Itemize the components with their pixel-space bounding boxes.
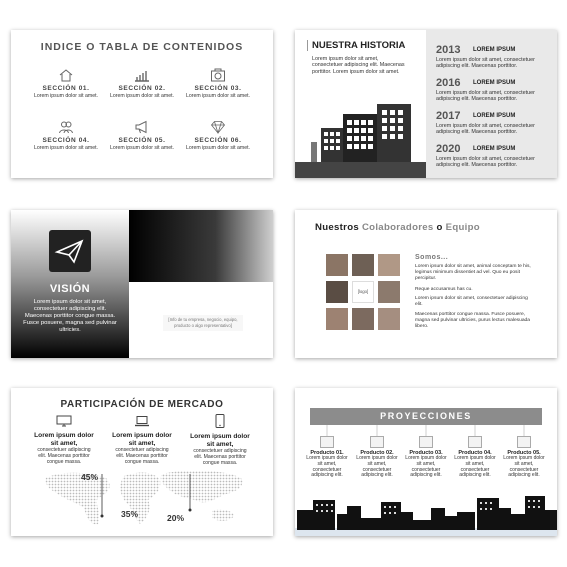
city-buildings-illustration — [295, 100, 426, 178]
section-item[interactable] — [183, 120, 253, 151]
timeline-label: LOREM IPSUM — [473, 80, 516, 86]
timeline-text: Lorem ipsum dolor sit amet, consectetuer adipiscing elit. Maecenas porttitor. — [436, 57, 535, 70]
product-name: Producto 05. — [507, 450, 541, 456]
product-text: Lorem ipsum dolor sit amet, consectetuer adipiscing elit. — [356, 455, 398, 479]
section-text: Lorem ipsum dolor sit amet. — [185, 93, 250, 99]
title-part: o — [433, 222, 446, 233]
logo-box — [49, 230, 91, 272]
phone-icon — [468, 436, 482, 448]
team-photo[interactable] — [352, 254, 374, 276]
product-item[interactable] — [453, 436, 497, 479]
slide-title: PROYECCIONES — [310, 408, 542, 425]
megaphone-icon — [134, 120, 150, 134]
product-name: Producto 01. — [310, 450, 344, 456]
team-photo[interactable] — [378, 308, 400, 330]
section-label: SECCIÓN 03. — [194, 85, 242, 92]
city-skyline-illustration — [295, 492, 557, 536]
section-text: Lorem ipsum dolor sit amet. — [109, 145, 174, 151]
section-text: Lorem ipsum dolor sit amet. — [33, 93, 98, 99]
section-label: SECCIÓN 05. — [118, 137, 166, 144]
timeline-label: LOREM IPSUM — [473, 113, 516, 119]
team-photo[interactable] — [326, 254, 348, 276]
section-item[interactable] — [31, 68, 101, 99]
market-percent: 20% — [167, 513, 185, 523]
product-item[interactable] — [502, 436, 546, 479]
users-icon — [58, 120, 74, 134]
team-photo[interactable] — [378, 254, 400, 276]
market-item-title: Lorem ipsum dolor sit amet, — [34, 432, 94, 447]
timeline-panel — [426, 30, 557, 178]
history-text: Lorem ipsum dolor sit amet, consectetuer adipiscing elit. Maecenas porttitor. Lorem ipsum dolor sit amet. — [312, 56, 405, 75]
team-photo[interactable] — [352, 308, 374, 330]
section-text: Lorem ipsum dolor sit amet. — [109, 93, 174, 99]
camera-icon — [210, 68, 226, 82]
slide-table-of-contents[interactable] — [11, 30, 273, 178]
market-item — [189, 414, 251, 466]
product-name: Producto 04. — [458, 450, 492, 456]
slide-title: NUESTRA HISTORIA — [307, 40, 405, 51]
diamond-icon — [210, 120, 226, 134]
info-panel — [129, 282, 273, 358]
home-icon — [58, 68, 74, 82]
team-photo[interactable] — [326, 281, 348, 303]
product-text: Lorem ipsum dolor sit amet, consectetuer adipiscing elit. — [503, 455, 545, 479]
team-photo[interactable] — [378, 281, 400, 303]
title-part: Equipo — [445, 222, 480, 233]
timeline-year: 2020 — [436, 143, 461, 155]
market-item — [33, 414, 95, 465]
team-text: Maecenas porttitor congue massa. Fusce posuere, magna sed pulvinar ultricies, purus lectus malesuada libero. — [415, 312, 530, 329]
product-item[interactable] — [305, 436, 349, 479]
paper-plane-icon — [49, 230, 91, 272]
product-text: Lorem ipsum dolor sit amet, consectetuer adipiscing elit. — [405, 455, 447, 479]
world-map-dots — [36, 468, 251, 530]
section-label: SECCIÓN 01. — [42, 85, 90, 92]
section-item[interactable] — [107, 68, 177, 99]
vision-title: VISIÓN — [49, 283, 91, 295]
timeline-text: Lorem ipsum dolor sit amet, consectetuer adipiscing elit. Maecenas porttitor. — [436, 123, 535, 136]
slide-title: INDICE O TABLA DE CONTENIDOS — [40, 41, 244, 53]
product-item[interactable] — [355, 436, 399, 479]
company-info-placeholder: [Info de tu empresa, negocio, equipo, producto o algo representativo] — [163, 315, 243, 331]
slide-projections[interactable] — [295, 388, 557, 536]
market-item — [111, 414, 173, 465]
timeline-text: Lorem ipsum dolor sit amet, consectetuer adipiscing elit. Maecenas porttitor. — [436, 156, 535, 169]
timeline-year: 2017 — [436, 110, 461, 122]
team-text: Lorem ipsum dolor sit amet, animal conceptam te his, legimus minimum dissentiet ad vel. Quo eu posit percipitur. — [415, 264, 531, 281]
market-item-text: consectetuer adipiscing elit. Maecenas porttitor congue massa. — [115, 447, 169, 466]
team-text: Lorem ipsum dolor sit amet, consectetuer adipiscing elit. — [415, 296, 528, 307]
product-text: Lorem ipsum dolor sit amet, consectetuer adipiscing elit. — [306, 455, 348, 479]
printer-icon — [517, 436, 531, 448]
section-text: Lorem ipsum dolor sit amet. — [185, 145, 250, 151]
monitor-icon — [56, 415, 72, 427]
section-item[interactable] — [31, 120, 101, 151]
slide-team[interactable] — [295, 210, 557, 358]
timeline-text: Lorem ipsum dolor sit amet, consectetuer adipiscing elit. Maecenas porttitor. — [436, 90, 535, 103]
section-label: SECCIÓN 04. — [42, 137, 90, 144]
tablet-icon — [419, 436, 433, 448]
slide-market-share[interactable] — [11, 388, 273, 536]
vision-text: Lorem ipsum dolor sit amet, consectetuer adipiscing elit. Maecenas porttitor congue massa. Fusce posuere, magna sed pulvinar ultricies. — [23, 299, 117, 333]
vision-panel — [11, 210, 129, 358]
market-item-title: Lorem ipsum dolor sit amet, — [112, 432, 172, 447]
somos-heading: Somos... — [415, 254, 449, 261]
title-part: Nuestros — [315, 222, 362, 233]
slide-title: PARTICIPACIÓN DE MERCADO — [60, 399, 224, 410]
laptop-icon — [134, 415, 150, 427]
market-percent: 35% — [121, 509, 139, 519]
market-item-title: Lorem ipsum dolor sit amet, — [190, 433, 250, 448]
market-item-text: consectetuer adipiscing elit. Maecenas porttitor congue massa. — [193, 448, 247, 467]
timeline-label: LOREM IPSUM — [473, 146, 516, 152]
monitor-icon — [320, 436, 334, 448]
team-text: Reque accusamus has cu. — [415, 287, 473, 292]
section-item[interactable] — [183, 68, 253, 99]
team-logo: [logo] — [352, 281, 374, 303]
product-item[interactable] — [404, 436, 448, 479]
section-text: Lorem ipsum dolor sit amet. — [33, 145, 98, 151]
laptop-icon — [370, 436, 384, 448]
section-label: SECCIÓN 02. — [118, 85, 166, 92]
slide-our-history[interactable] — [295, 30, 557, 178]
section-item[interactable] — [107, 120, 177, 151]
product-name: Producto 03. — [409, 450, 443, 456]
slide-title — [315, 222, 480, 233]
bar-chart-icon — [134, 68, 150, 82]
title-part: Colaboradores — [361, 222, 434, 233]
section-label: SECCIÓN 06. — [194, 137, 242, 144]
market-percent: 45% — [81, 472, 99, 482]
timeline-label: LOREM IPSUM — [473, 47, 516, 53]
timeline-year: 2016 — [436, 77, 461, 89]
product-text: Lorem ipsum dolor sit amet, consectetuer adipiscing elit. — [454, 455, 496, 479]
mission-panel — [129, 210, 273, 282]
timeline-year: 2013 — [436, 44, 461, 56]
tablet-icon — [212, 414, 228, 428]
team-photo[interactable] — [326, 308, 348, 330]
market-item-text: consectetuer adipiscing elit. Maecenas porttitor congue massa. — [37, 447, 91, 466]
product-name: Producto 02. — [360, 450, 394, 456]
slide-mission-vision[interactable] — [11, 210, 273, 358]
